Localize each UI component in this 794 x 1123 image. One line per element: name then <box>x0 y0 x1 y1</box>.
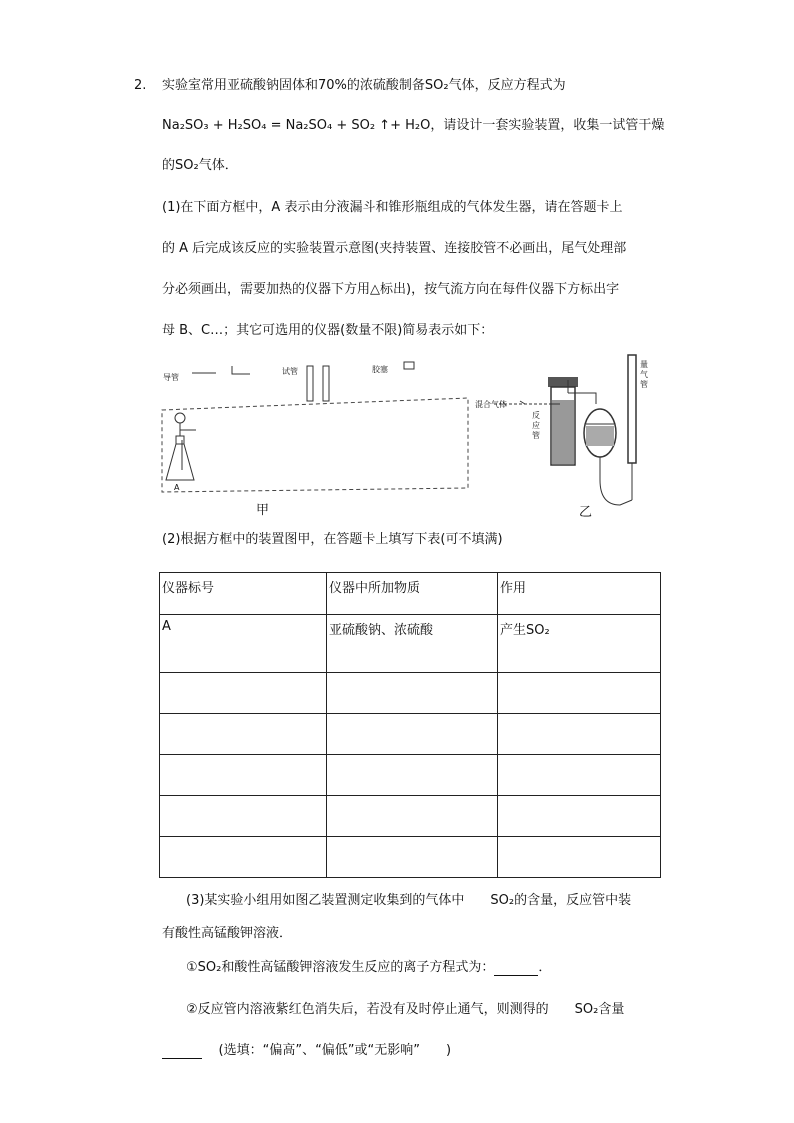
mixed-gas-label: 混合气体 <box>475 400 507 409</box>
empty-cell[interactable] <box>160 796 327 837</box>
answer-blank-2[interactable] <box>162 1046 202 1059</box>
part1-line-4: 母 B、C…；其它可选用的仪器(数量不限)简易表示如下： <box>162 323 494 338</box>
part3-q1-text: ①SO₂和酸性高锰酸钾溶液发生反应的离子方程式为： <box>186 960 495 975</box>
part3-q2-choice <box>162 1043 451 1059</box>
flask-a-icon <box>166 413 196 480</box>
header-instrument: 仪器标号 <box>160 573 327 615</box>
cell-instrument: A <box>160 615 327 673</box>
part3-q2: ②反应管内溶液紫红色消失后，若没有及时停止通气，则测得的 SO₂含量 <box>186 1002 625 1017</box>
question-number: 2. <box>134 78 147 93</box>
apparatus-yi <box>494 355 636 505</box>
table-row[interactable] <box>160 673 661 714</box>
empty-cell[interactable] <box>498 755 661 796</box>
table-row[interactable] <box>160 755 661 796</box>
empty-cell[interactable] <box>160 755 327 796</box>
part3-q2-choice-text: (选填：“偏高”、“偏低”或“无影响” ) <box>218 1043 452 1058</box>
jiaosai-label: 胶塞 <box>372 365 388 374</box>
question-line-2-rest: ，请设计一套实验装置，收集一试管干燥 <box>430 118 665 133</box>
test-tube-sketch-1 <box>307 366 313 401</box>
part3-line-2: 有酸性高锰酸钾溶液． <box>162 926 293 941</box>
empty-cell[interactable] <box>498 796 661 837</box>
table-row[interactable] <box>160 796 661 837</box>
part2-text: (2)根据方框中的装置图甲，在答题卡上填写下表(可不填满) <box>162 532 503 547</box>
part3-q1 <box>186 960 551 976</box>
part3-line-1: (3)某实验小组用如图乙装置测定收集到的气体中 SO₂的含量，反应管中装 <box>186 893 632 908</box>
empty-cell[interactable] <box>160 714 327 755</box>
header-function: 作用 <box>498 573 661 615</box>
reaction-equation: Na₂SO₃ + H₂SO₄ = Na₂SO₄ + SO₂ ↑+ H₂O <box>162 118 431 133</box>
empty-cell[interactable] <box>498 673 661 714</box>
table-header-row <box>160 573 661 615</box>
reaction-tube-label: 反应管 <box>532 411 540 440</box>
empty-cell[interactable] <box>327 673 498 714</box>
empty-cell[interactable] <box>327 796 498 837</box>
cell-substance: 亚硫酸钠、浓硫酸 <box>327 615 498 673</box>
empty-cell[interactable] <box>498 714 661 755</box>
part1-line-2: 的 A 后完成该反应的实验装置示意图(夹持装置、连接胶管不必画出，尾气处理部 <box>162 241 627 256</box>
part3-q1-end: ． <box>538 960 552 975</box>
question-line-1: 实验室常用亚硫酸钠固体和70%的浓硫酸制备SO₂气体，反应方程式为 <box>162 78 566 93</box>
table-row <box>160 615 661 673</box>
caption-jia: 甲 <box>256 503 270 518</box>
gas-burette-label: 量气管 <box>640 360 648 389</box>
part1-line-3: 分必须画出，需要加热的仪器下方用△标出)，按气流方向在每件仪器下方标出字 <box>162 282 620 297</box>
test-tube-sketch-2 <box>323 366 329 401</box>
cell-function: 产生SO₂ <box>498 615 661 673</box>
part1-line-1: (1)在下面方框中，A 表示由分液漏斗和锥形瓶组成的气体发生器，请在答题卡上 <box>162 200 623 215</box>
answer-dashed-box <box>162 398 468 492</box>
stopper-sketch <box>404 362 414 369</box>
daoguan-label: 导管 <box>163 373 179 382</box>
empty-cell[interactable] <box>160 673 327 714</box>
empty-cell[interactable] <box>327 755 498 796</box>
table-row[interactable] <box>160 837 661 878</box>
caption-yi: 乙 <box>579 505 593 520</box>
answer-blank-1[interactable] <box>494 963 538 976</box>
tube-bent-sketch <box>232 366 250 374</box>
empty-cell[interactable] <box>498 837 661 878</box>
empty-cell[interactable] <box>160 837 327 878</box>
shiguan-label: 试管 <box>282 367 298 376</box>
question-line-3: 的SO₂气体． <box>162 158 238 173</box>
table-row[interactable] <box>160 714 661 755</box>
answer-table <box>159 572 661 878</box>
header-substance: 仪器中所加物质 <box>327 573 498 615</box>
flask-a-label: A <box>174 483 180 492</box>
empty-cell[interactable] <box>327 837 498 878</box>
empty-cell[interactable] <box>327 714 498 755</box>
